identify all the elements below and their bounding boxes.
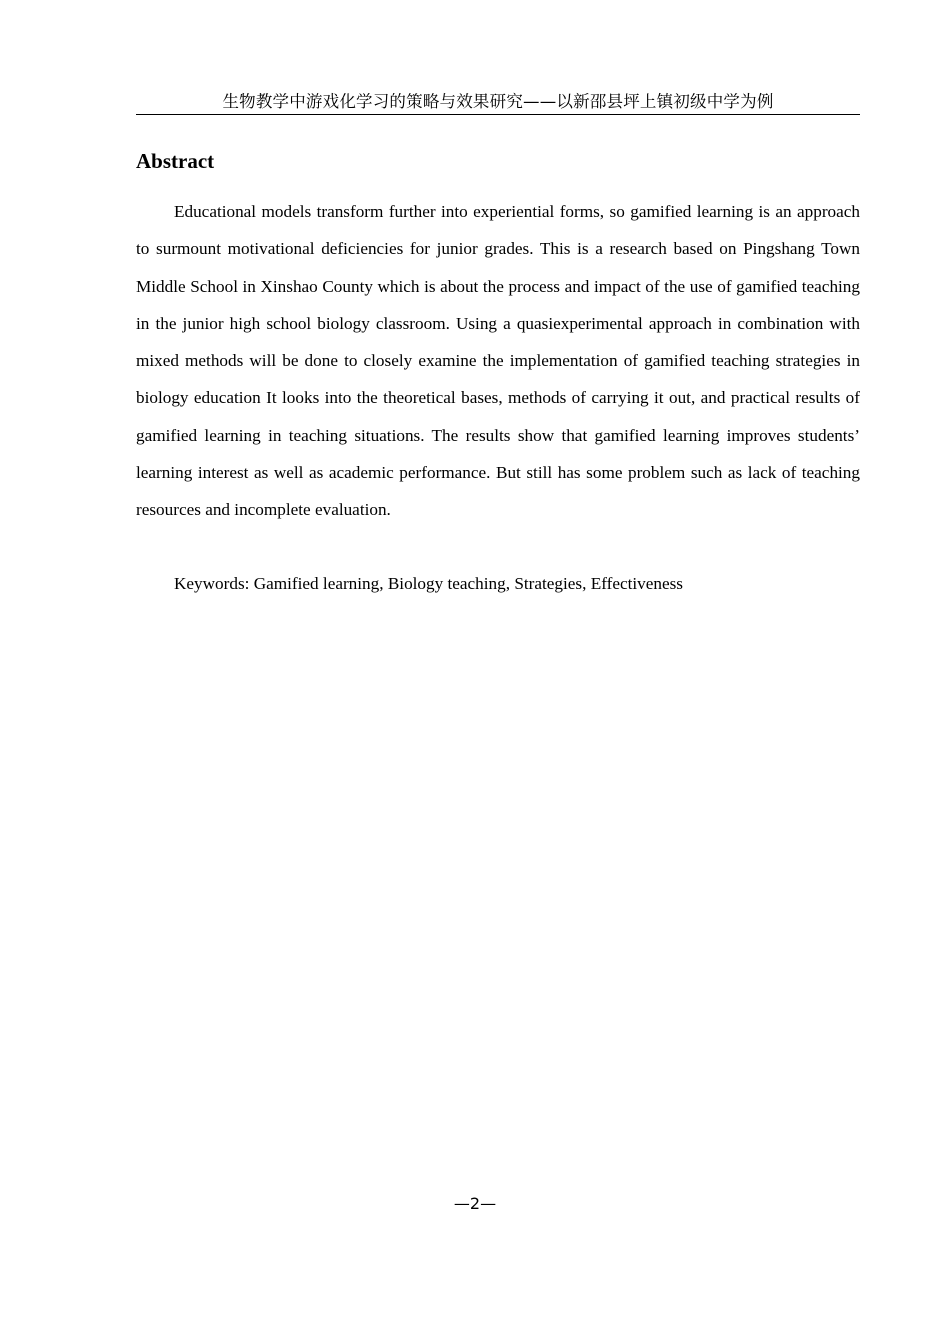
keywords-line: Keywords: Gamified learning, Biology teaching, Strategies, Effectiveness xyxy=(174,574,683,593)
abstract-paragraph: Educational models transform further into experiential forms, so gamified learning is an approach to surmount motivational deficiencies for junior grades. This is a research based on Pingshang Town Middle School in Xinshao County which is about the process and impact of the use of gamified teaching in the junior high school biology classroom. Using a quasiexperimental approach in combination with mixed methods will be done to closely examine the implementation of gamified teaching strategies in biology education It looks into the theoretical bases, methods of carrying it out, and practical results of gamified learning in teaching situations. The results show that gamified learning improves students’ learning interest as well as academic performance. But still has some problem such as lack of teaching resources and incomplete evaluation. xyxy=(136,202,860,520)
abstract-heading: Abstract xyxy=(136,149,215,173)
page-number: —2— xyxy=(453,1194,497,1213)
running-header: 生物教学中游戏化学习的策略与效果研究——以新邵县坪上镇初级中学为例 xyxy=(136,90,860,115)
